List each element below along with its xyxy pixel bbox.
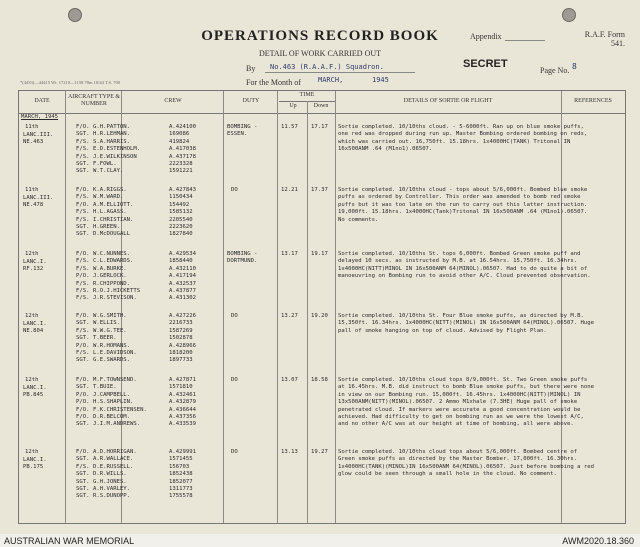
row-details: Sortie completed. 10/10ths cloud - tops about 5/6,000ft. Bombed blue smoke puffs as ordered by Controller. This order was amended to bomb red smoke puffs but it was too late on the run to carry out this latter instruction. 19,000ft. 15.18hrs. 1x4000HC(Tank)Tritonal IN 16x500ANM .64 (M1no1).06507. No comments. [338, 187, 588, 223]
first-date: MARCH, 1945 [21, 114, 59, 120]
table-header [19, 91, 625, 114]
row-down: 19.27 [311, 449, 328, 455]
row-numbers: A.427871 1571810 A.432461 A.432879 A.436644 A.437356 A.433539 [169, 377, 196, 428]
row-numbers: A.429534 1858440 A.432110 A.417194 A.432537 A.437877 A.431302 [169, 251, 196, 302]
row-aircraft: LANC.I. PB.175 [23, 457, 47, 471]
row-up: 13.13 [281, 449, 298, 455]
squadron-name: No.463 (R.A.A.F.) Squadron. [270, 63, 384, 71]
appendix-label: Appendix [470, 32, 502, 41]
row-aircraft: LANC.III. NE.463 [23, 132, 54, 146]
month-label: For the Month of [246, 78, 301, 87]
row-aircraft: LANC.III. NE.478 [23, 195, 54, 209]
form-number: R.A.F. Form 541. [584, 30, 625, 48]
row-aircraft: LANC.I. NE.804 [23, 321, 47, 335]
row-date: 12th [25, 251, 39, 257]
row-duty: BOMBING - ESSEN. [227, 124, 258, 138]
row-down: 18.58 [311, 377, 328, 383]
row-down: 19.20 [311, 313, 328, 319]
row-ranks: F/O. SGT. F/S. SGT. SGT. SGT. SGT. [76, 449, 90, 500]
col-references: REFERENCES [574, 98, 612, 104]
secret-stamp: SECRET [463, 58, 508, 70]
column-rule [307, 101, 308, 523]
row-down: 17.37 [311, 187, 328, 193]
by-label: By [246, 64, 256, 73]
row-numbers: A.427226 2216733 1587269 1502878 A.428966 1818200 1897733 [169, 313, 196, 364]
row-numbers: A.429991 1571455 156703 1852438 1852077 1311773 1755578 [169, 449, 196, 500]
column-rule [65, 91, 66, 523]
row-numbers: A.424100 169086 419824 A.417038 A.437178 2223328 1591221 [169, 124, 196, 175]
operations-table [18, 90, 626, 524]
row-crew: G.H.PATTON. H.R.LEHMAN. S.A.HARRIS. E.D.ESTENHOLM. J.E.WILKINSON F.FOWL. W.T.CLAY. [93, 124, 141, 175]
col-time: TIME [299, 92, 315, 98]
row-ranks: F/O. SGT. F/S. SGT. P/O. F/S. SGT. [76, 313, 90, 364]
row-details: Sortie completed. 10/10ths cloud tops 8/9,000ft. St. Two Green smoke puffs at 16.45hrs. M.B. did instruct to bomb Blue smoke puffs, but there were none in view on our Bombing run. 15,000ft. 16.45hrs. 1x4000HC(NITT)(MINOL) IN 13x500ANM(NITT)(MINOL).06507. 2 Ammo M1xhale (7.3HE) Huge pall of smoke penetrated cloud. If markers were accurate a good concentration would be achieved. Had difficulty to get on bombing run as we were the lowest A/C, and no other A/C was at our height at time of bombing, all were above. [338, 377, 594, 428]
column-rule [335, 91, 336, 523]
col-crew: CREW [164, 98, 182, 104]
row-aircraft: LANC.I. RF.132 [23, 259, 47, 273]
footer-accession: AWM2020.18.360 [562, 536, 634, 546]
col-aircraft: AIRCRAFT TYPE & NUMBER [67, 94, 121, 107]
row-aircraft: LANC.I. PB.845 [23, 385, 47, 399]
row-details: Sortie completed. 10/10ths St. tops 6,000ft. Bombed Green smoke puff and delayed 10 secs. as instructed by M.B. at 16.54hrs. 15,750ft. 16.34hrs. 1x4000HC(NITT)MINOL IN 16x500ANM 64(MINOL).06507. Had to do quite a bit of manoeuvring on Bombing run to avoid other A/C. Cloud prevented observation. [338, 251, 591, 280]
row-date: 11th [25, 187, 39, 193]
page-title: OPERATIONS RECORD BOOK [201, 28, 439, 44]
row-crew: A.D.HORRIGAN. A.R.WALLACE. D.E.RUSSELL. D.R.WILLS. G.H.JONES. A.H.VARLEY. R.S.DUNOPP. [93, 449, 137, 500]
year-value: 1945 [372, 76, 389, 84]
row-date: 12th [25, 377, 39, 383]
row-up: 13.27 [281, 313, 298, 319]
row-duty: DO [231, 313, 238, 319]
punch-hole [562, 8, 576, 22]
appendix-underline [505, 40, 545, 41]
row-up: 13.07 [281, 377, 298, 383]
row-ranks: F/O. F/S. F/S. P/O. F/S. F/S. F/S. [76, 251, 90, 302]
column-rule [277, 91, 278, 523]
row-down: 17.17 [311, 124, 328, 130]
row-up: 13.17 [281, 251, 298, 257]
row-crew: K.A.RIGGS. W.M.WARD. A.M.ELLIOTT. H.L.AGASS. I.CHRISTIAN. H.GREEN. D.McDOUGALL [93, 187, 134, 238]
col-duty: DUTY [242, 98, 260, 104]
printer-note: *(4433)—44415 Wt. 17210—1158 70m 10/44 T.S. 700 [20, 80, 120, 85]
row-duty: DO [231, 187, 238, 193]
row-ranks: F/O. SGT. F/S. F/S. F/S. SGT. SGT. [76, 124, 90, 175]
squadron-underline [265, 72, 415, 73]
row-details: Sortie completed. 10/10ths St. Four Blue smoke puffs, as directed by M.B. 15,350ft. 16.34hrs. 1x4000HC(NITT)(MINOL) IN 16x500ANM 64(MINOL).06507. Huge pall of smoke hanging on top of cloud. Advised by Flight Plan. [338, 313, 594, 334]
col-date: DATE [34, 98, 50, 104]
page-label: Page No. [540, 66, 570, 75]
row-ranks: F/O. F/S. F/O. F/S. F/S. SGT. SGT. [76, 187, 90, 238]
column-rule [223, 91, 224, 523]
page-subtitle: DETAIL OF WORK CARRIED OUT [258, 49, 382, 58]
row-date: 11th [25, 124, 39, 130]
col-up: Up [289, 103, 297, 109]
col-details: DETAILS OF SORTIE OR FLIGHT [403, 98, 493, 104]
row-down: 19.17 [311, 251, 328, 257]
row-up: 11.57 [281, 124, 298, 130]
page-number: 8 [572, 62, 577, 71]
row-duty: BOMBING - DORTMUND. [227, 251, 258, 265]
month-value: MARCH, [318, 76, 344, 84]
row-up: 12.21 [281, 187, 298, 193]
row-date: 12th [25, 449, 39, 455]
row-crew: W.G.SMITH. W.ELLIS. W.W.G.TEE. T.BEER. W.R.HOMANS. L.E.DAVIDSON. G.E.SWARDS. [93, 313, 137, 364]
row-numbers: A.427843 1150434 154492 1585132 2205540 2223620 1827840 [169, 187, 196, 238]
punch-hole [68, 8, 82, 22]
row-details: Sortie completed. 10/10ths cloud. - 5-6000ft. Ran up on blue smoke puffs, one red was dropped during run up. Master Bombing ordered bombing on reds, which was carried out. 16,750ft. 15.18hrs. 1x4000HC(TANK) Tritonal IN 16x500ANM .64 (M1no1).06507. [338, 124, 588, 153]
footer-institution: AUSTRALIAN WAR MEMORIAL [4, 536, 135, 546]
row-date: 12th [25, 313, 39, 319]
col-down: Down [313, 103, 329, 109]
row-details: Sortie completed. 10/10ths cloud tops about 5/6,000ft. Bombed centre of Green smoke puffs as directed by the Master Bomber. 17,000ft. 16.30hrs. 1x4000HC(TANK)(MINOL)IN 16x500ANM 64(MINOL).06507. Just before bombing a red glow could be seen through a small hole in the cloud. No comment. [338, 449, 594, 478]
row-duty: DO [231, 449, 238, 455]
row-crew: W.C.NUNNES. C.L.EDWARDS. W.A.BURKE. J.GERLOCK. R.CHIPPOND. R.O.J.HICKETTS J.R.STEVISON. [93, 251, 141, 302]
row-duty: DO [231, 377, 238, 383]
row-ranks: F/O. SGT. P/O. P/O. F/O. F/O. SGT. [76, 377, 90, 428]
row-crew: M.F.TOWNSEND. T.BUIE. J.CAMPBELL. H.S.SHAPLIN. F.K.CHRISTENSEN. D.R.BELCOM. J.I.M.ANDREWS. [93, 377, 147, 428]
